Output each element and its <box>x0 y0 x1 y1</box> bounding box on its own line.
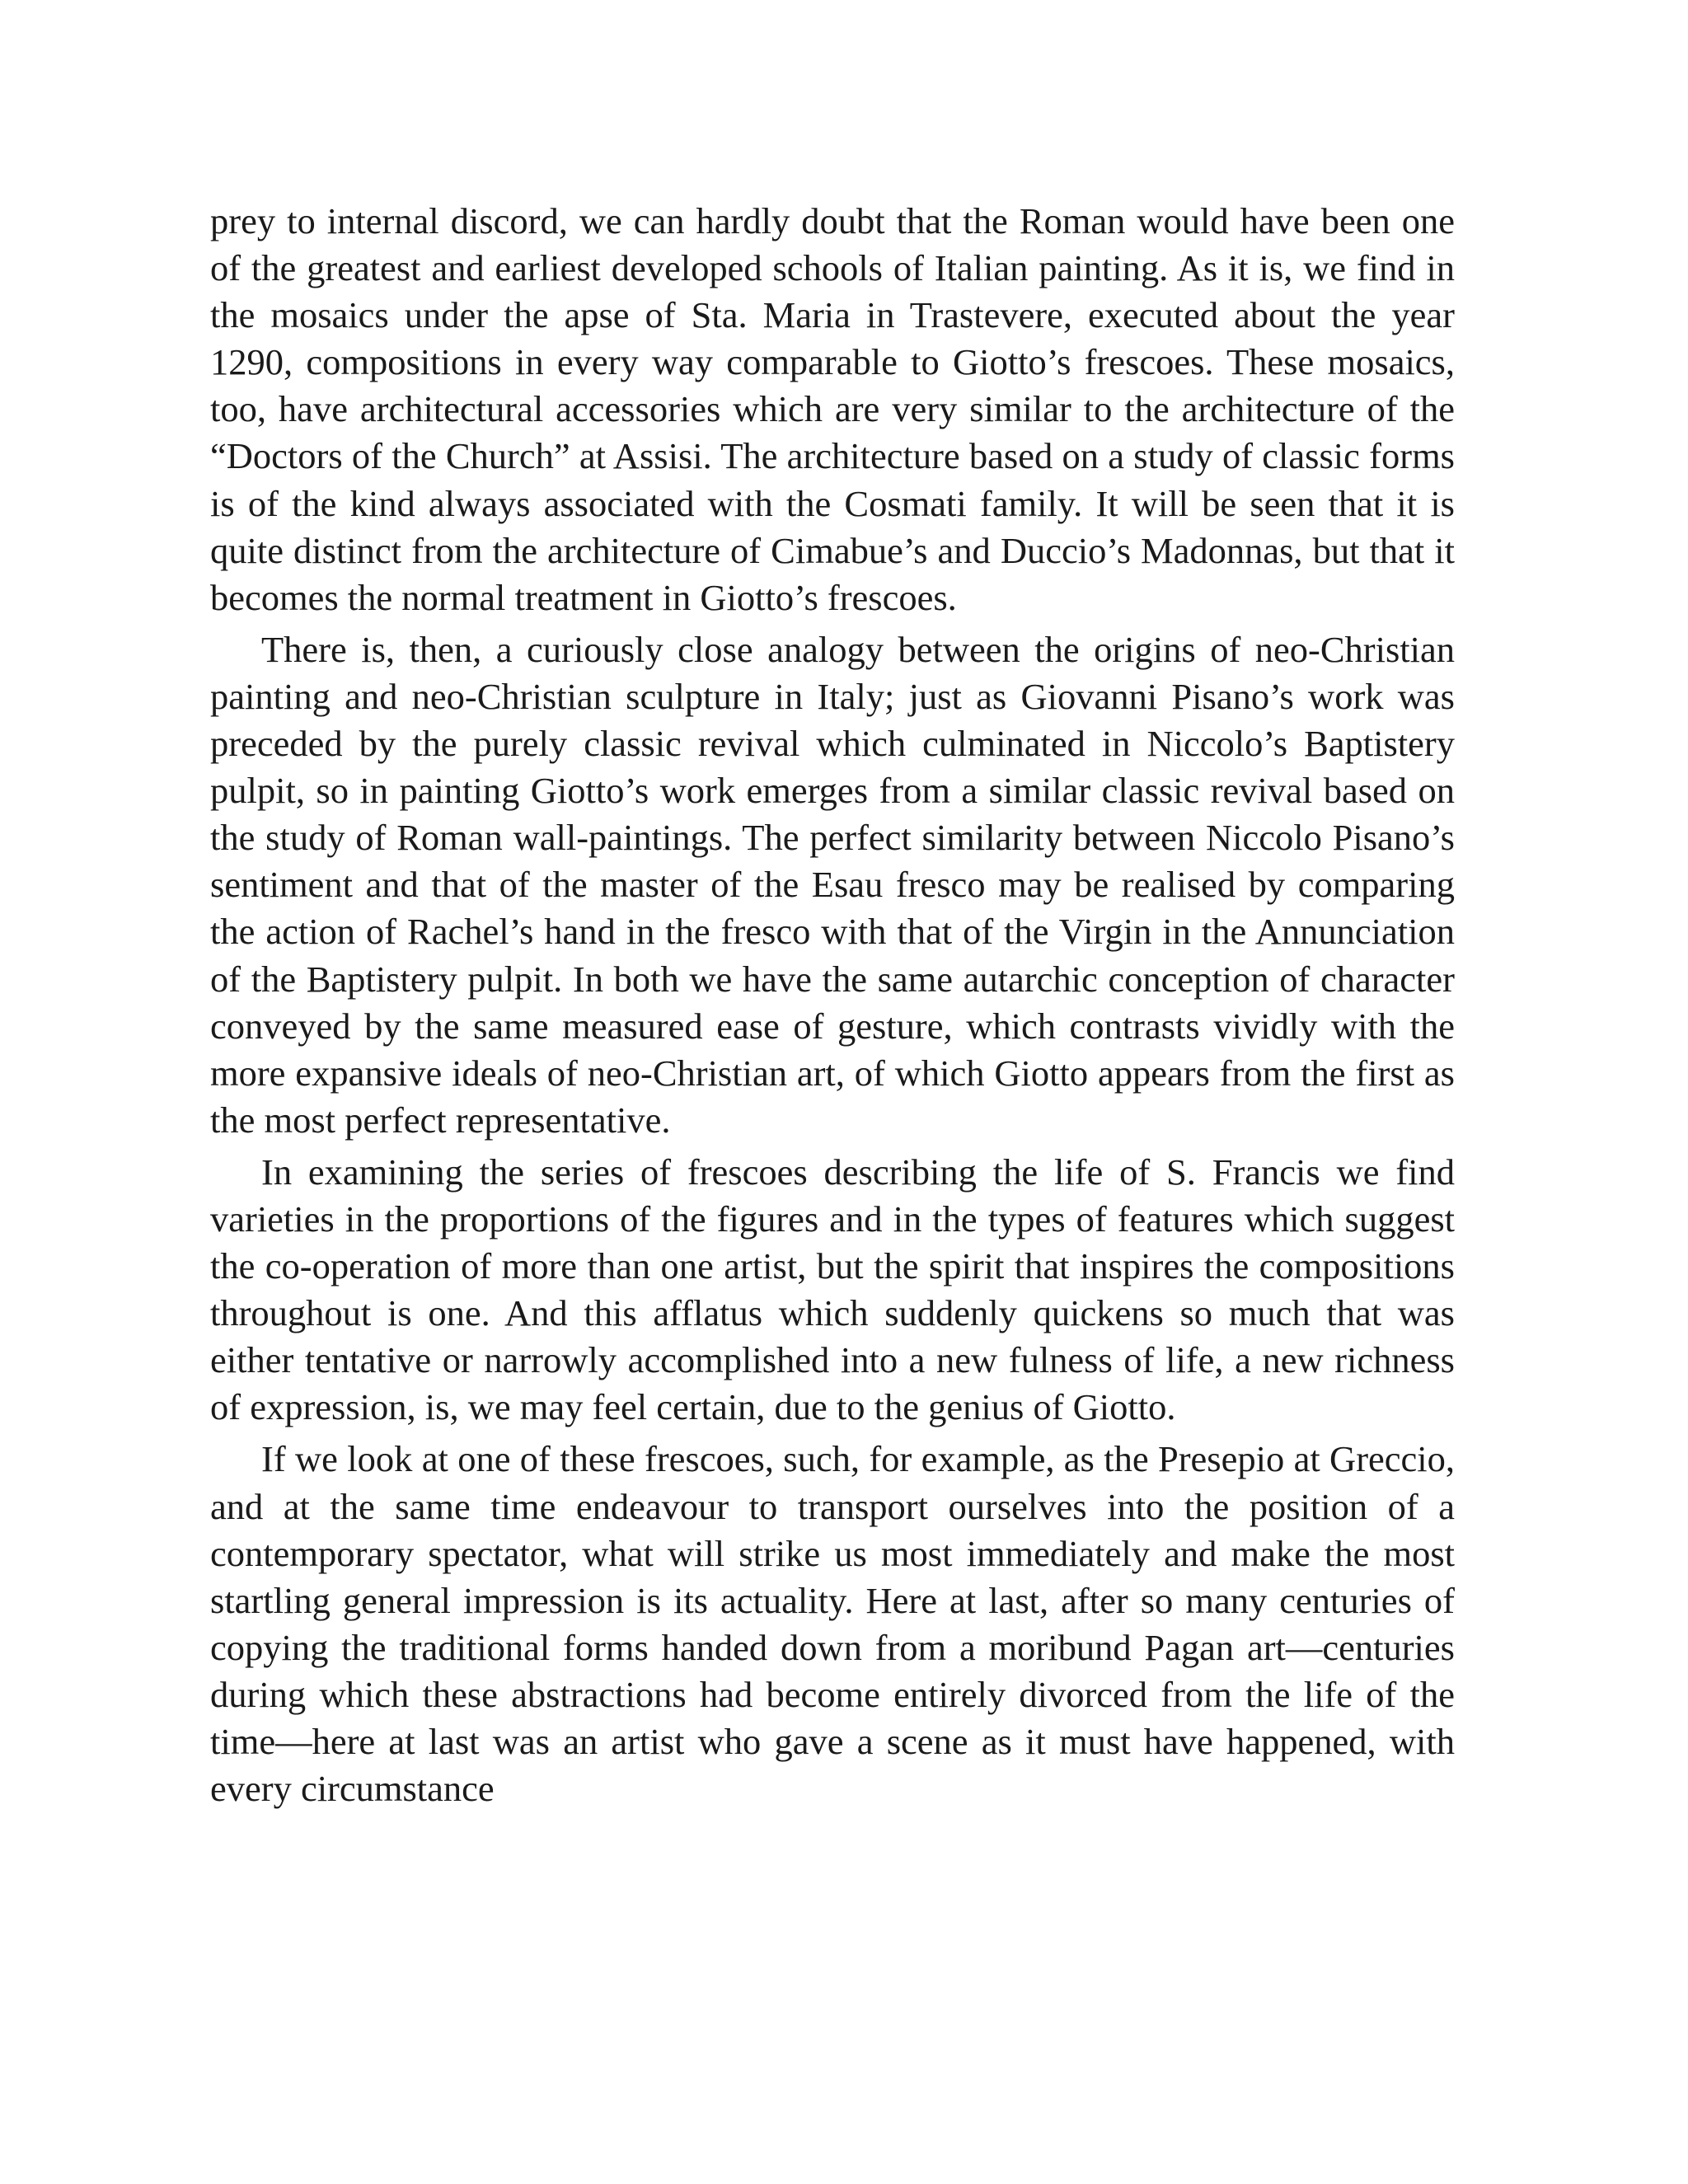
paragraph-1: prey to internal discord, we can hardly doubt that the Roman would have been one of the greatest and earliest developed schools of Italian painting. As it is, we find in the mosaics under the apse of Sta. Maria in Trastevere, executed about the year 1290, compositions in every way comparable to Giotto’s frescoes. These mosaics, too, have architectural accessories which are very similar to the architecture of the “Doctors of the Church” at Assisi. The architecture based on a study of classic forms is of the kind always associated with the Cosmati family. It will be seen that it is quite distinct from the architecture of Cimabue’s and Duccio’s Madonnas, but that it becomes the normal treatment in Giotto’s frescoes. <box>210 200 1455 618</box>
paragraph-4: If we look at one of these frescoes, such, for example, as the Presepio at Greccio, and at the same time endeavour to transport ourselves into the position of a contemporary spectator, what will strike us most immediately and make the most startling general impression is its actuality. Here at last, after so many centuries of copying the traditional forms handed down from a moribund Pagan art—centuries during which these abstractions had become entirely divorced from the life of the time—here at last was an artist who gave a scene as it must have happened, with every circumstance <box>210 1438 1455 1810</box>
page-body <box>210 198 1455 1812</box>
paragraph-3: In examining the series of frescoes describing the life of S. Francis we find varieties in the proportions of the figures and in the types of features which suggest the co-operation of more than one artist, but the spirit that inspires the compositions throughout is one. And this afflatus which suddenly quickens so much that was either tentative or narrowly accomplished into a new fulness of life, a new richness of expression, is, we may feel certain, due to the genius of Giotto. <box>210 1151 1455 1428</box>
paragraph-2: There is, then, a curiously close analogy between the origins of neo-Christian painting and neo-Christian sculpture in Italy; just as Giovanni Pisano’s work was preceded by the purely classic revival which culminated in Niccolo’s Baptistery pulpit, so in painting Giotto’s work emerges from a similar classic revival based on the study of Roman wall-paintings. The perfect similarity between Niccolo Pisano’s sentiment and that of the master of the Esau fresco may be realised by comparing the action of Rachel’s hand in the fresco with that of the Virgin in the Annunciation of the Baptistery pulpit. In both we have the same autarchic conception of character conveyed by the same measured ease of gesture, which contrasts vividly with the more expansive ideals of neo-Christian art, of which Giotto appears from the first as the most perfect representative. <box>210 628 1455 1141</box>
